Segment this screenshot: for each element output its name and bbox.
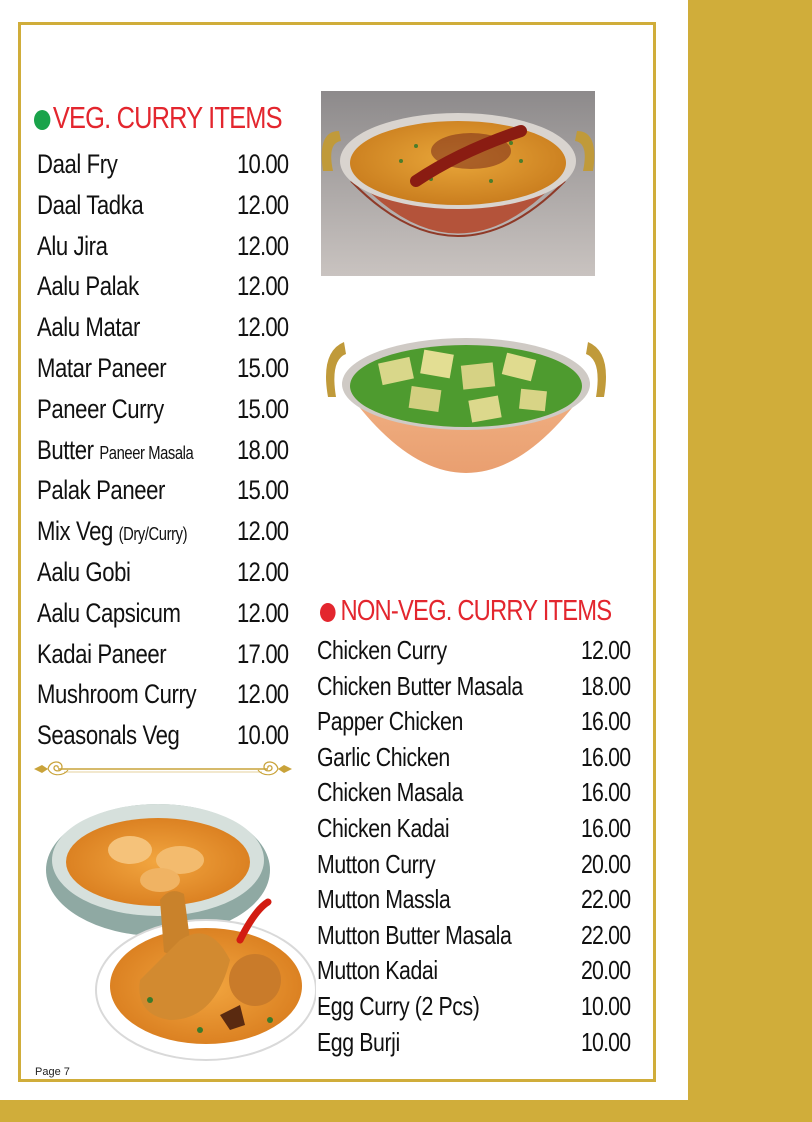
item-name-text: Kadai Paneer xyxy=(37,638,167,669)
item-name-text: Egg Burji xyxy=(317,1026,400,1057)
item-name-text: Seasonals Veg xyxy=(37,720,180,751)
item-price: 17.00 xyxy=(237,638,289,669)
item-name-text: Mutton Curry xyxy=(317,848,436,879)
item-price: 10.00 xyxy=(237,149,289,179)
menu-item xyxy=(37,593,299,634)
menu-item xyxy=(37,226,299,267)
item-price: 12.00 xyxy=(237,189,289,220)
item-price: 15.00 xyxy=(237,352,289,383)
item-name xyxy=(37,470,165,510)
item-price: 12.00 xyxy=(237,516,289,547)
item-name-text: Chicken Butter Masala xyxy=(317,670,523,701)
menu-item xyxy=(317,989,647,1025)
item-price: 15.00 xyxy=(237,393,289,424)
item-note: Paneer Masala xyxy=(99,442,194,463)
item-name xyxy=(317,740,450,775)
item-name-text: Mutton Butter Masala xyxy=(317,919,512,950)
item-name xyxy=(317,633,447,668)
item-price: 12.00 xyxy=(237,597,289,628)
menu-item xyxy=(317,918,647,954)
item-price: 10.00 xyxy=(581,1026,631,1057)
item-name-text: Daal Tadka xyxy=(37,189,144,220)
menu-item xyxy=(317,1025,647,1061)
item-name-text: Papper Chicken xyxy=(317,706,463,737)
item-name xyxy=(317,811,449,846)
item-price: 16.00 xyxy=(581,777,631,808)
item-name-text: Mutton Massla xyxy=(317,884,451,915)
item-name xyxy=(37,307,140,347)
menu-item xyxy=(317,669,647,705)
dal-bowl-image xyxy=(321,91,595,276)
menu-item xyxy=(37,674,299,715)
item-name-text: Egg Curry (2 Pcs) xyxy=(317,990,480,1021)
menu-item xyxy=(317,811,647,847)
item-name xyxy=(317,953,438,988)
menu-item xyxy=(317,775,647,811)
item-name xyxy=(37,430,193,473)
item-name xyxy=(317,1025,400,1060)
menu-item xyxy=(317,882,647,918)
item-name xyxy=(37,348,166,388)
item-name xyxy=(317,669,523,704)
item-price: 12.00 xyxy=(237,312,289,343)
chicken-curry-bowls-image xyxy=(40,790,316,1065)
item-name-text: Daal Fry xyxy=(37,149,118,179)
item-price: 22.00 xyxy=(581,884,631,915)
item-price: 10.00 xyxy=(237,720,289,751)
veg-dot-icon xyxy=(34,110,50,130)
item-name xyxy=(37,226,108,266)
item-name-text: Aalu Palak xyxy=(37,271,139,302)
item-name xyxy=(37,389,164,429)
nonveg-dot-icon xyxy=(320,603,336,622)
item-name-text: Mutton Kadai xyxy=(317,955,438,986)
palak-paneer-bowl-image xyxy=(320,312,612,530)
item-name xyxy=(37,266,139,306)
item-price: 18.00 xyxy=(581,670,631,701)
nonveg-title-text: NON-VEG. CURRY ITEMS xyxy=(340,595,612,627)
menu-item xyxy=(317,953,647,989)
item-name xyxy=(37,185,143,225)
item-name xyxy=(317,847,435,882)
item-name xyxy=(37,674,196,714)
item-name xyxy=(37,511,187,554)
menu-item xyxy=(317,847,647,883)
item-name xyxy=(37,552,131,592)
item-name xyxy=(37,634,166,674)
item-price: 18.00 xyxy=(237,434,289,465)
menu-item xyxy=(37,144,299,185)
item-name-text: Chicken Kadai xyxy=(317,812,450,843)
menu-item xyxy=(317,740,647,776)
item-price: 16.00 xyxy=(581,741,631,772)
item-note: (Dry/Curry) xyxy=(118,524,188,545)
item-name xyxy=(317,918,511,953)
item-price: 10.00 xyxy=(581,990,631,1021)
menu-item xyxy=(37,430,299,471)
item-name xyxy=(317,989,479,1024)
veg-title-text: VEG. CURRY ITEMS xyxy=(52,100,282,135)
item-name-text: Paneer Curry xyxy=(37,393,164,424)
ornament-divider-icon xyxy=(34,756,292,782)
page-number: Page 7 xyxy=(35,1066,70,1078)
menu-item xyxy=(37,552,299,593)
menu-item xyxy=(317,704,647,740)
menu-item xyxy=(37,266,299,307)
menu-item xyxy=(37,470,299,511)
menu-item xyxy=(317,633,647,669)
item-name-text: Aalu Gobi xyxy=(37,556,131,587)
menu-item xyxy=(37,634,299,675)
veg-section-title xyxy=(34,100,282,136)
item-name-text: Garlic Chicken xyxy=(317,741,450,772)
item-name-text: Chicken Curry xyxy=(317,635,447,665)
menu-item xyxy=(37,511,299,552)
item-price: 16.00 xyxy=(581,706,631,737)
item-name xyxy=(37,593,181,633)
item-name xyxy=(37,715,179,755)
menu-item xyxy=(37,307,299,348)
menu-item xyxy=(37,348,299,389)
item-price: 20.00 xyxy=(581,848,631,879)
item-price: 12.00 xyxy=(237,271,289,302)
item-name-text: Matar Paneer xyxy=(37,352,167,383)
item-name-text: Butter xyxy=(37,434,94,465)
nonveg-menu-list xyxy=(317,633,647,1060)
menu-item xyxy=(37,389,299,430)
item-price: 16.00 xyxy=(581,812,631,843)
nonveg-section-title xyxy=(320,595,611,628)
item-name xyxy=(317,882,450,917)
item-name-text: Mushroom Curry xyxy=(37,679,197,710)
item-name xyxy=(317,775,463,810)
item-price: 12.00 xyxy=(237,230,289,261)
item-price: 12.00 xyxy=(581,635,631,665)
menu-item xyxy=(37,185,299,226)
item-price: 12.00 xyxy=(237,556,289,587)
item-name-text: Palak Paneer xyxy=(37,475,166,506)
item-name-text: Aalu Capsicum xyxy=(37,597,181,628)
item-name-text: Mix Veg xyxy=(37,516,113,547)
item-price: 20.00 xyxy=(581,955,631,986)
item-name-text: Chicken Masala xyxy=(317,777,463,808)
item-name-text: Aalu Matar xyxy=(37,312,140,343)
item-price: 22.00 xyxy=(581,919,631,950)
item-name xyxy=(317,704,463,739)
item-price: 12.00 xyxy=(237,679,289,710)
veg-menu-list xyxy=(37,144,299,756)
item-name-text: Alu Jira xyxy=(37,230,108,261)
item-price: 15.00 xyxy=(237,475,289,506)
menu-item xyxy=(37,715,299,756)
item-name xyxy=(37,144,117,184)
